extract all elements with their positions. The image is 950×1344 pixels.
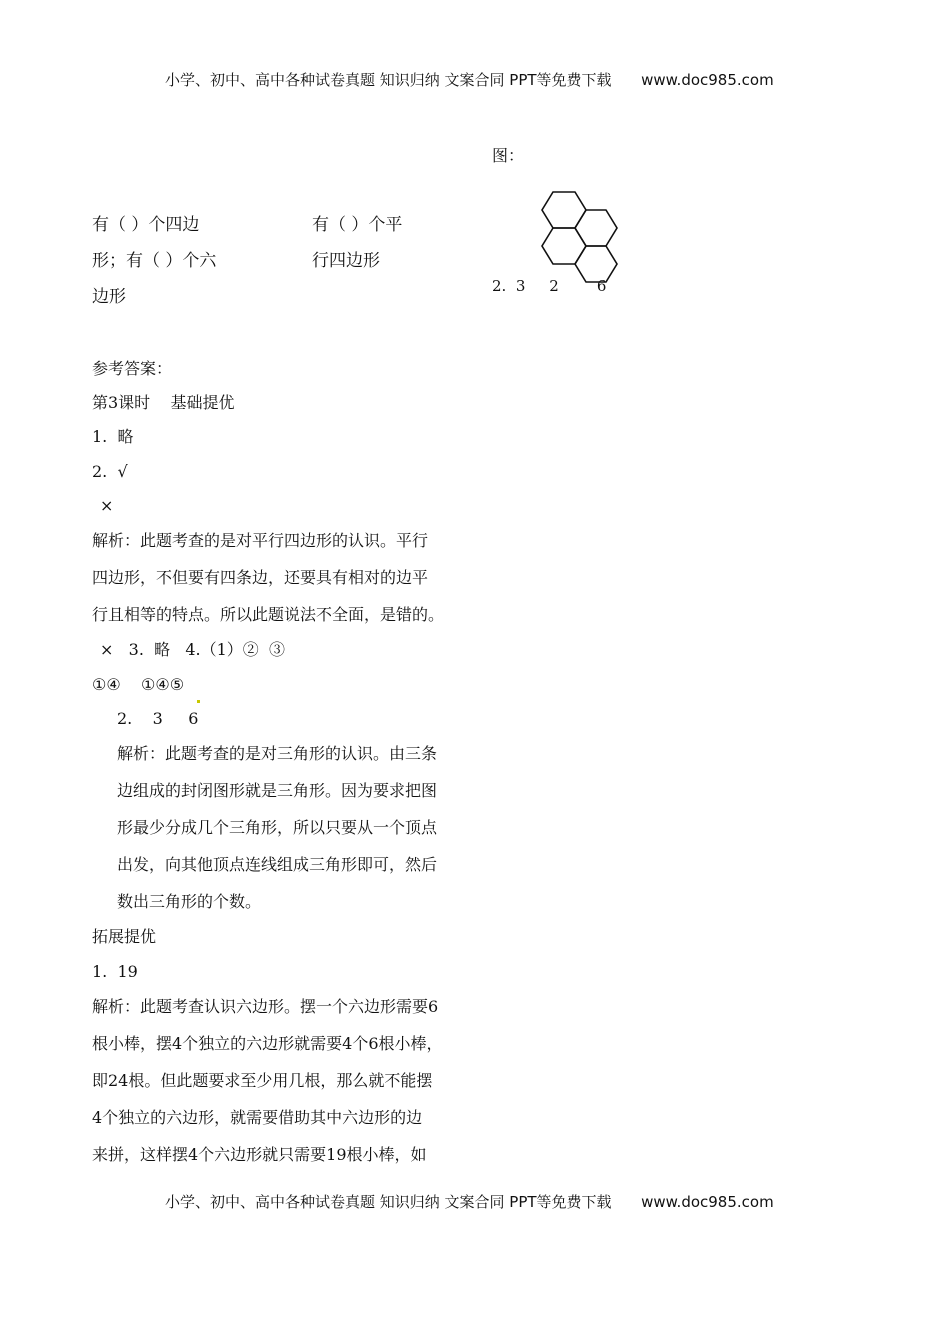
analysis-line: 解析：此题考查的是对三角形的认识。由三条 <box>117 744 438 763</box>
figure-answer: 2. 3 2 6 <box>492 277 607 295</box>
analysis-line: 解析：此题考查的是对平行四边形的认识。平行 <box>92 531 429 550</box>
page-header <box>165 69 774 90</box>
question-line: 边形 <box>92 287 126 307</box>
analysis-line: 四边形，不但要有四条边，还要具有相对的边平 <box>92 568 429 587</box>
hexagon-2 <box>575 210 617 246</box>
question-line: 行四边形 <box>312 251 380 271</box>
extension-heading: 拓展提优 <box>92 927 157 946</box>
footer-site: www.doc985.com <box>641 1193 774 1211</box>
answer-2-cross: × <box>100 496 114 515</box>
analysis-line: 行且相等的特点。所以此题说法不全面，是错的。 <box>92 605 445 624</box>
question-col-1 <box>92 207 216 315</box>
analysis-line: 4个独立的六边形，就需要借助其中六边形的边 <box>92 1108 423 1127</box>
analysis-3 <box>92 988 443 1173</box>
analysis-2 <box>117 735 437 920</box>
analysis-line: 形最少分成几个三角形，所以只要从一个顶点 <box>117 818 438 837</box>
answer-4-text: ①④ ①④⑤ <box>92 675 185 694</box>
analysis-line: 数出三角形的个数。 <box>117 892 262 911</box>
figure-label: 图： <box>492 146 525 165</box>
answer-3-4: × 3. 略 4.（1）② ③ <box>100 640 285 659</box>
hexagon-3 <box>542 228 586 264</box>
question-line: 有（ ）个平 <box>312 215 403 235</box>
question-line: 有（ ）个四边 <box>92 215 200 235</box>
footer-text: 小学、初中、高中各种试卷真题 知识归纳 文案合同 PPT等免费下载 <box>165 1193 612 1211</box>
answers-heading: 参考答案： <box>92 359 173 378</box>
page-footer <box>165 1191 774 1212</box>
header-text: 小学、初中、高中各种试卷真题 知识归纳 文案合同 PPT等免费下载 <box>165 71 612 89</box>
question-line: 形；有（ ）个六 <box>92 251 217 271</box>
analysis-line: 来拼，这样摆4个六边形就只需要19根小棒，如 <box>92 1145 427 1164</box>
analysis-line: 边组成的封闭图形就是三角形。因为要求把图 <box>117 781 438 800</box>
lesson-heading: 第3课时 基础提优 <box>92 393 235 412</box>
answer-4-circled <box>92 667 200 703</box>
answer-1: 1. 略 <box>92 427 134 446</box>
analysis-1 <box>92 522 444 633</box>
question-col-2 <box>312 207 402 279</box>
hexagon-1 <box>542 192 586 228</box>
answer-5: 2. 3 6 <box>117 709 199 728</box>
analysis-line: 出发，向其他顶点连线组成三角形即可，然后 <box>117 855 438 874</box>
analysis-line: 解析：此题考查认识六边形。摆一个六边形需要6 <box>92 997 439 1016</box>
analysis-line: 根小棒，摆4个独立的六边形就需要4个6根小棒， <box>92 1034 443 1053</box>
answer-2: 2. √ <box>92 462 128 481</box>
analysis-line: 即24根。但此题要求至少用几根，那么就不能摆 <box>92 1071 433 1090</box>
header-site: www.doc985.com <box>641 71 774 89</box>
extension-answer-1: 1. 19 <box>92 962 138 981</box>
